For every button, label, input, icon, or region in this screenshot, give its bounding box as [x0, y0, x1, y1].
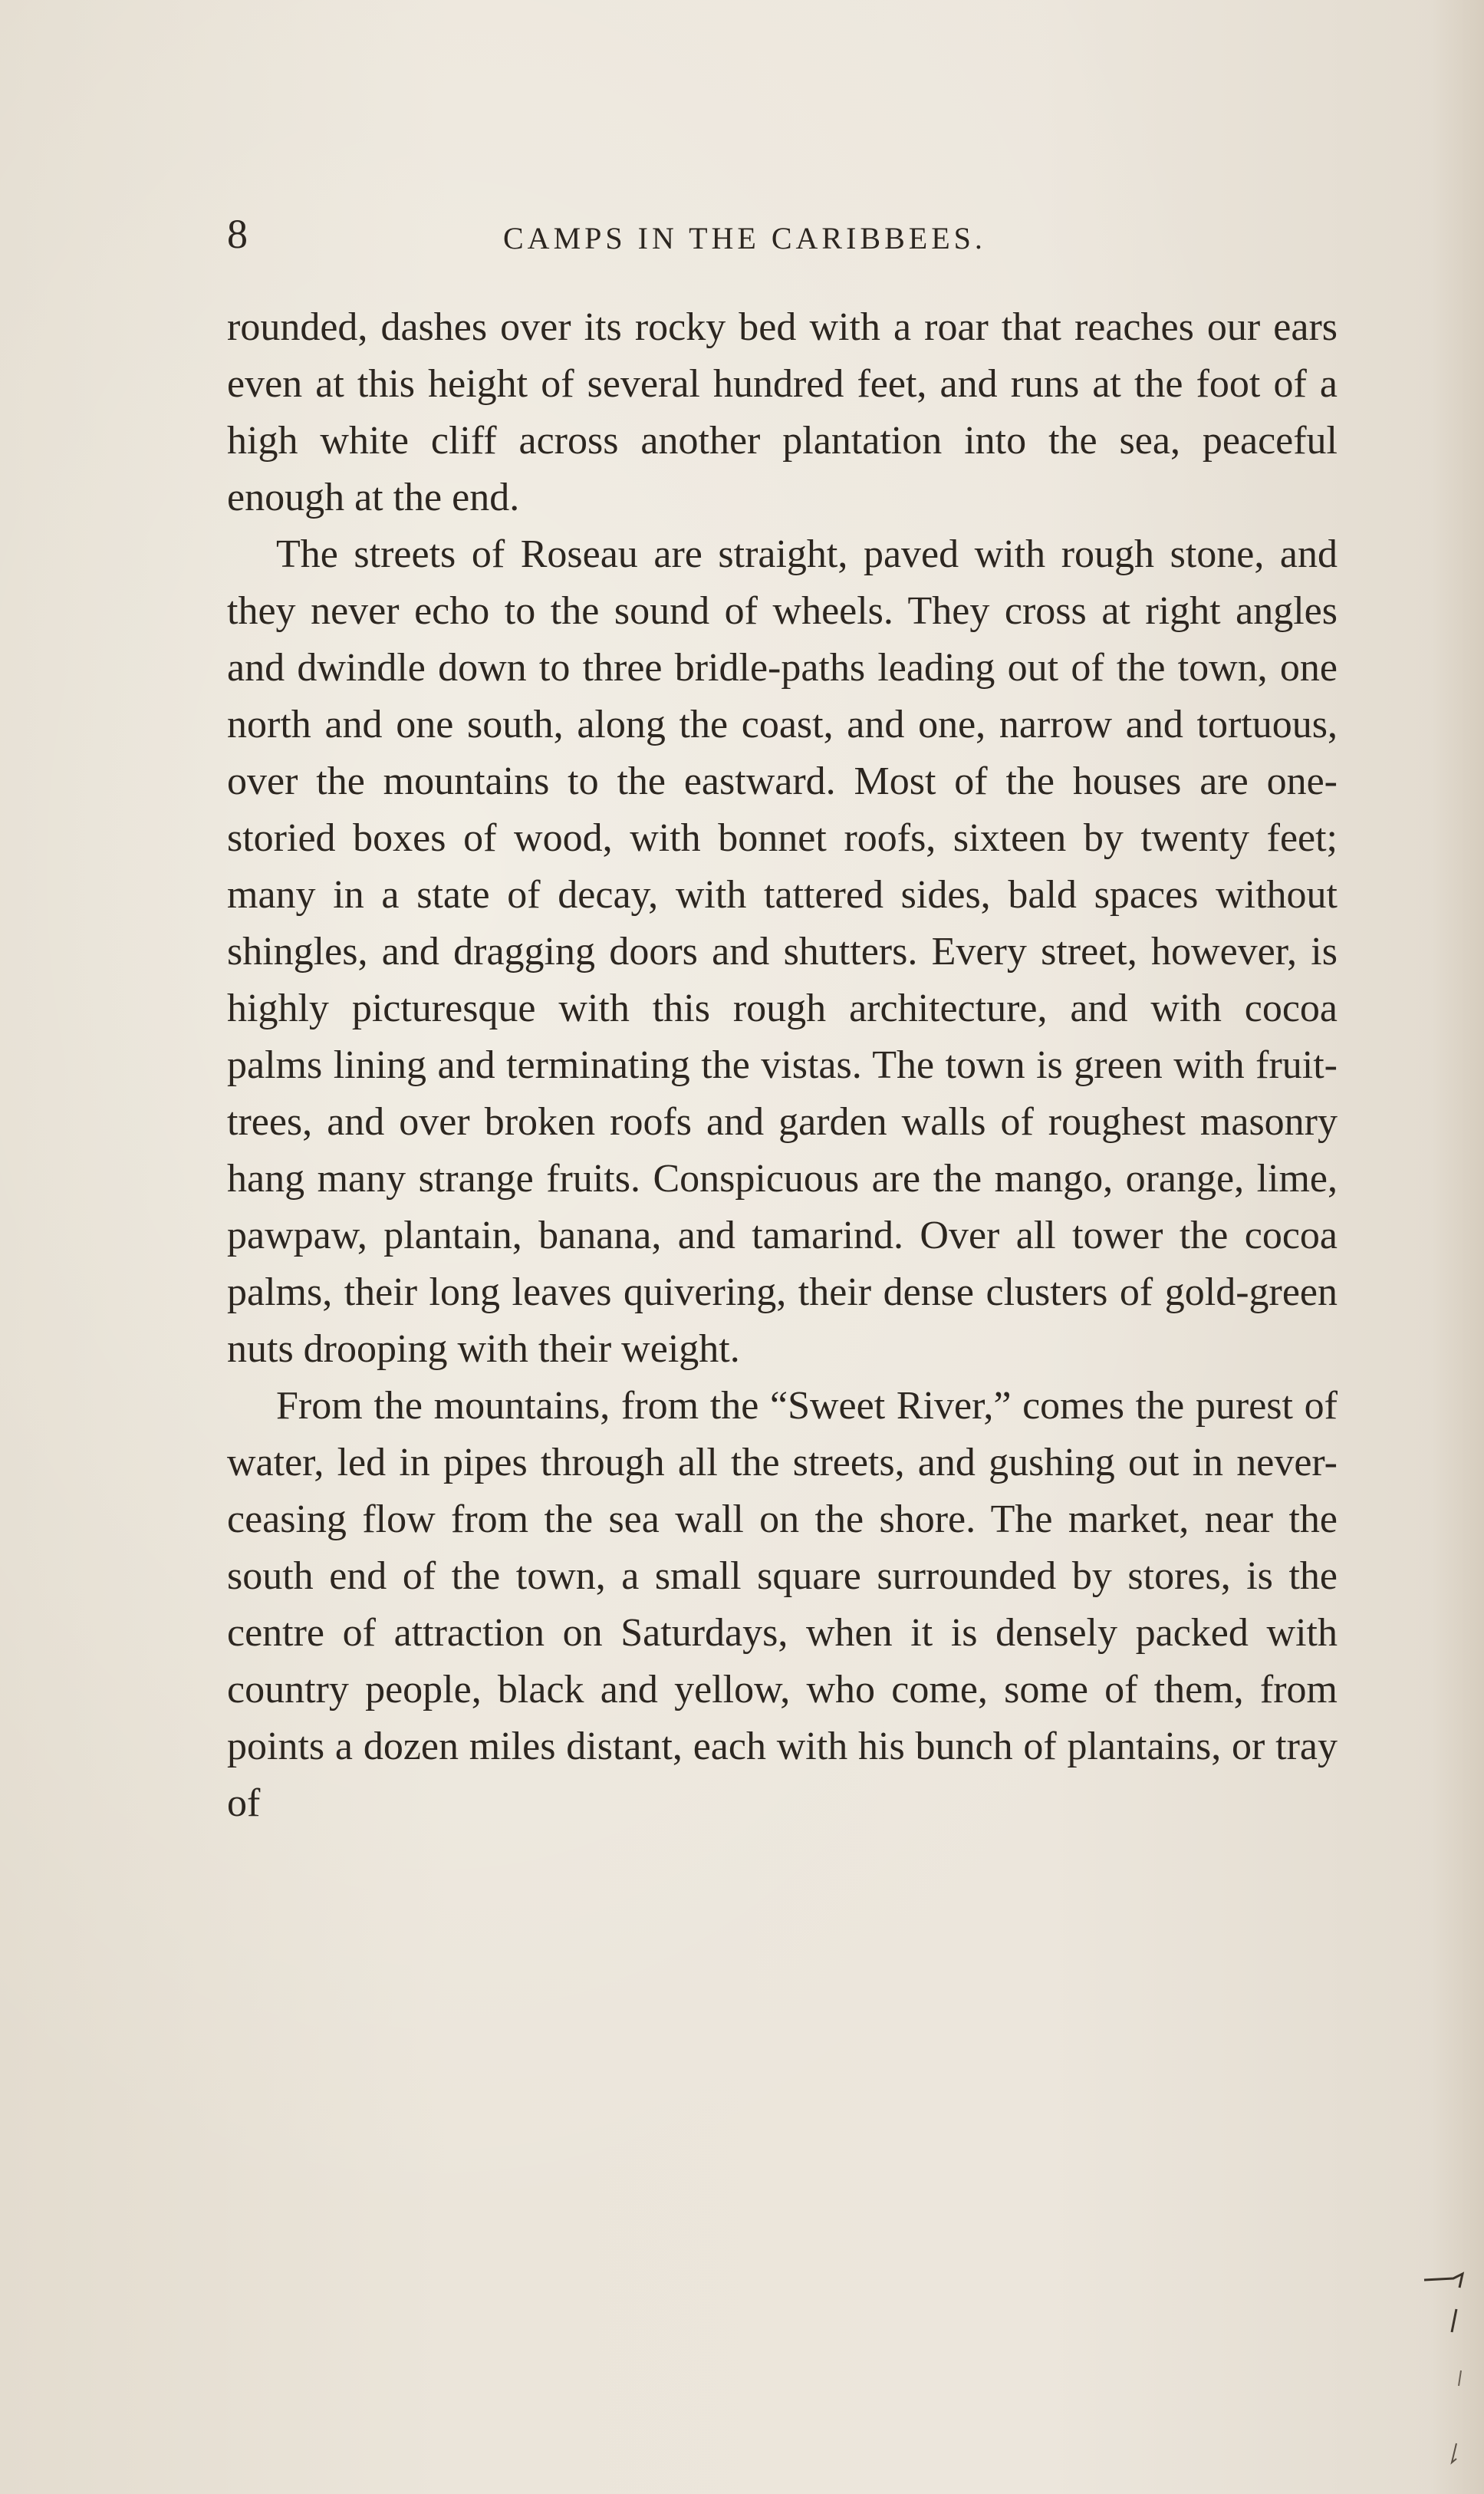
running-head	[227, 207, 1338, 261]
page-edge-shadow	[1430, 0, 1484, 2494]
page-number: 8	[227, 211, 248, 257]
paragraph-water-market: From the mountains, from the “Sweet River,” comes the purest of water, led in pipes through all the streets, and gushing out in never-ceasing flow from the sea wall on the shore. The market, near the south end of the town, a small square surrounded by stores, is the centre of attraction on Saturdays, when it is densely packed with country people, black and yellow, who come, some of them, from points a dozen miles distant, each with his bunch of plantains, or tray of	[227, 1384, 1338, 1825]
paragraph-continued: rounded, dashes over its rocky bed with a roar that reaches our ears even at this height of several hundred feet, and runs at the foot of a high white cliff across another plantation into the sea, peaceful enough at the end.	[227, 305, 1338, 519]
running-title: CAMPS IN THE CARIBBEES.	[503, 221, 986, 255]
paragraph-streets: The streets of Roseau are straight, paved with rough stone, and they never echo to the sound of wheels. They cross at right angles and dwindle down to three bridle-paths leading out of the town, one north and one south, along the coast, and one, narrow and tortuous, over the mountains to the eastward. Most of the houses are one-storied boxes of wood, with bonnet roofs, sixteen by twenty feet; many in a state of decay, with tattered sides, bald spaces without shingles, and dragging doors and shutters. Every street, however, is highly picturesque with this rough architecture, and with cocoa palms lining and terminating the vistas. The town is green with fruit-trees, and over broken roofs and garden walls of roughest masonry hang many strange fruits. Conspicuous are the mango, orange, lime, pawpaw, plantain, banana, and tamarind. Over all tower the cocoa palms, their long leaves quivering, their dense clusters of gold-green nuts drooping with their weight.	[227, 532, 1338, 1371]
margin-smudge-marks	[1423, 2263, 1469, 2486]
body-text	[227, 299, 1338, 1832]
